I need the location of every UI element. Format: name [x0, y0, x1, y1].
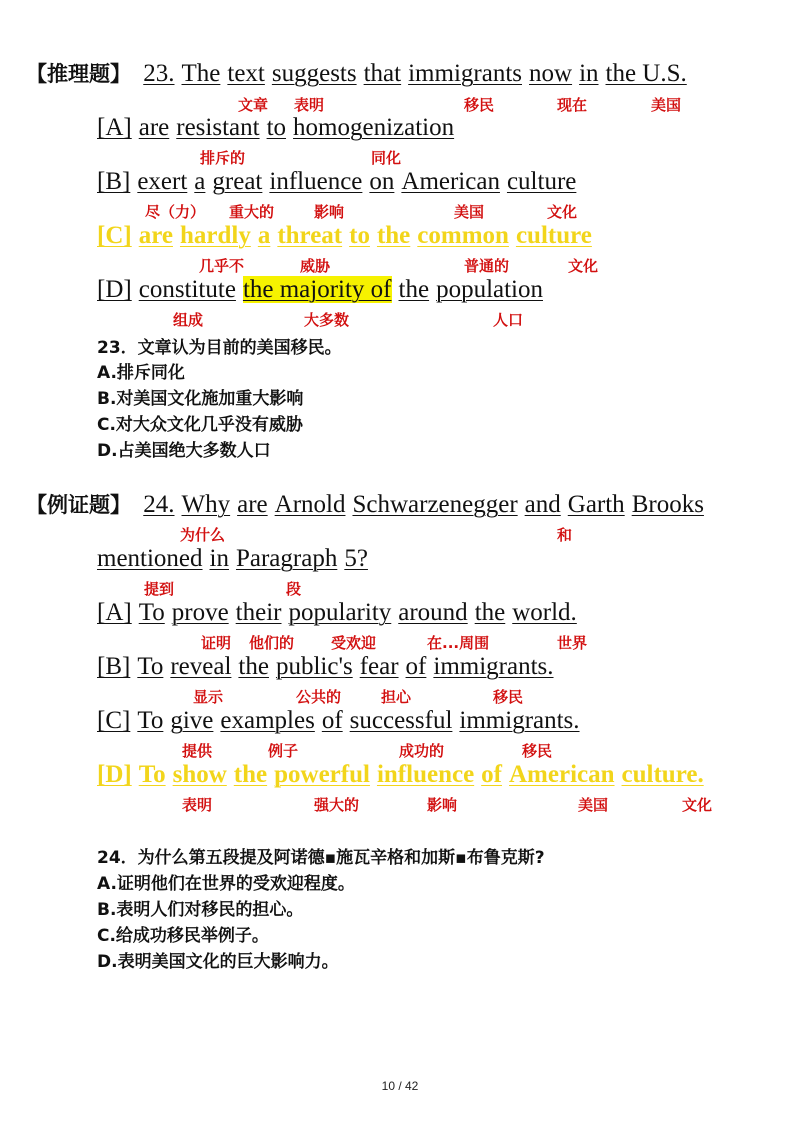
q24-stem-line-2	[97, 544, 375, 574]
option-word: popularity	[288, 599, 392, 626]
annotation: 美国	[454, 203, 485, 221]
annotation: 表明	[294, 96, 325, 114]
option-word: constitute	[138, 276, 236, 303]
q23-number: 23.	[143, 60, 175, 87]
option-word: fear	[359, 653, 399, 680]
stem-word: the U.S.	[605, 60, 687, 87]
annotation: 在...周围	[427, 634, 490, 652]
option-word: a	[257, 222, 271, 249]
option-word: culture	[515, 222, 592, 249]
option-word: their	[235, 599, 282, 626]
q24-option-d-answer	[97, 760, 704, 790]
annotation: 美国	[651, 96, 682, 114]
annotation: 表明	[182, 796, 213, 814]
option-word: common	[417, 222, 509, 249]
option-letter: [C]	[97, 222, 132, 249]
option-word: resistant	[176, 114, 260, 141]
option-word: culture	[506, 168, 577, 195]
option-word: To	[137, 653, 164, 680]
option-word: To	[138, 761, 166, 788]
annotation: 排斥的	[200, 149, 246, 167]
option-word: to	[266, 114, 287, 141]
q23-type-tag: 【推理题】	[26, 62, 131, 86]
q24-translation-b: B.表明人们对移民的担心。	[97, 900, 304, 920]
option-word: world.	[512, 599, 577, 626]
option-word: influence	[376, 761, 475, 788]
option-word: American	[509, 761, 615, 788]
stem-word: Why	[181, 491, 231, 518]
annotation: 强大的	[314, 796, 360, 814]
q24-translation-c: C.给成功移民举例子。	[97, 926, 269, 946]
q23-option-b	[97, 167, 583, 197]
annotation: 普通的	[464, 257, 510, 275]
option-letter: [D]	[97, 276, 132, 303]
annotation: 例子	[268, 742, 299, 760]
option-letter: [A]	[97, 599, 132, 626]
option-word: the	[376, 222, 411, 249]
annotation: 文化	[568, 257, 599, 275]
q24-translation-a: A.证明他们在世界的受欢迎程度。	[97, 874, 355, 894]
option-word: immigrants.	[433, 653, 554, 680]
option-word: around	[398, 599, 468, 626]
annotation: 移民	[493, 688, 524, 706]
annotation: 威胁	[300, 257, 331, 275]
annotation: 文章	[238, 96, 269, 114]
q24-translation-title: 24．为什么第五段提及阿诺德▪施瓦辛格和加斯▪布鲁克斯?	[97, 848, 545, 868]
q24-type-tag: 【例证题】	[26, 493, 131, 517]
q24-stem-line	[26, 490, 711, 520]
option-word: give	[170, 707, 214, 734]
q23-translation-a: A.排斥同化	[97, 363, 185, 383]
option-word: threat	[277, 222, 343, 249]
annotation: 同化	[371, 149, 402, 167]
option-word: To	[138, 599, 165, 626]
option-word: of	[405, 653, 427, 680]
stem-word: Arnold	[274, 491, 346, 518]
q23-translation-b: B.对美国文化施加重大影响	[97, 389, 304, 409]
q23-stem-line	[26, 59, 694, 89]
option-word: immigrants.	[459, 707, 580, 734]
annotation: 组成	[173, 311, 204, 329]
stem-word: now	[529, 60, 573, 87]
option-word: hardly	[179, 222, 251, 249]
option-word: the	[238, 653, 269, 680]
option-letter: [D]	[97, 761, 132, 788]
option-word: of	[321, 707, 343, 734]
q23-translation-c: C.对大众文化几乎没有威胁	[97, 415, 303, 435]
q24-option-c	[97, 706, 587, 736]
option-word: reveal	[170, 653, 232, 680]
option-word: American	[401, 168, 500, 195]
option-word: successful	[349, 707, 453, 734]
stem-word: immigrants	[408, 60, 522, 87]
annotation: 成功的	[399, 742, 445, 760]
annotation: 大多数	[304, 311, 350, 329]
option-word: To	[137, 707, 164, 734]
q23-option-c-answer	[97, 221, 599, 251]
annotation: 他们的	[249, 634, 295, 652]
option-word: powerful	[274, 761, 370, 788]
option-word: a	[194, 168, 206, 195]
stem-word: mentioned	[97, 545, 203, 572]
stem-word: in	[579, 60, 599, 87]
annotation: 证明	[201, 634, 232, 652]
stem-word: that	[363, 60, 402, 87]
annotation: 为什么	[180, 526, 226, 544]
option-word: of	[481, 761, 502, 788]
annotation: 世界	[557, 634, 588, 652]
annotation: 现在	[557, 96, 588, 114]
annotation: 人口	[493, 311, 524, 329]
annotation: 移民	[522, 742, 553, 760]
q23-option-d	[97, 275, 550, 305]
stem-word: in	[209, 545, 229, 572]
annotation: 提供	[182, 742, 213, 760]
option-letter: [C]	[97, 707, 131, 734]
annotation: 担心	[381, 688, 412, 706]
stem-word: Brooks	[631, 491, 704, 518]
option-word: exert	[137, 168, 188, 195]
stem-word: Garth	[567, 491, 625, 518]
stem-word: and	[524, 491, 561, 518]
annotation: 文化	[547, 203, 578, 221]
stem-word: suggests	[271, 60, 357, 87]
annotation: 提到	[144, 580, 175, 598]
annotation: 受欢迎	[331, 634, 377, 652]
option-word: show	[172, 761, 227, 788]
option-word: the	[233, 761, 268, 788]
annotation: 移民	[464, 96, 495, 114]
q23-option-a	[97, 113, 461, 143]
q24-translation-d: D.表明美国文化的巨大影响力。	[97, 952, 339, 972]
option-word: culture.	[621, 761, 704, 788]
annotation: 影响	[427, 796, 458, 814]
option-word: are	[138, 114, 170, 141]
option-word: public's	[275, 653, 353, 680]
annotation: 影响	[314, 203, 345, 221]
stem-word: Paragraph	[235, 545, 338, 572]
stem-word: The	[181, 60, 221, 87]
highlighted-phrase: the majority of	[242, 276, 392, 303]
q24-option-b	[97, 652, 561, 682]
annotation: 段	[286, 580, 302, 598]
annotation: 尽（力）	[145, 203, 206, 221]
option-word: are	[138, 222, 173, 249]
option-word: the	[398, 276, 430, 303]
option-word: population	[436, 276, 543, 303]
option-letter: [A]	[97, 114, 132, 141]
option-letter: [B]	[97, 653, 131, 680]
annotation: 和	[557, 526, 573, 544]
option-word: examples	[220, 707, 315, 734]
stem-word: Schwarzenegger	[352, 491, 518, 518]
option-word: great	[212, 168, 263, 195]
option-word: on	[369, 168, 395, 195]
q24-number: 24.	[143, 491, 175, 518]
annotation: 美国	[578, 796, 609, 814]
option-word: homogenization	[293, 114, 455, 141]
annotation: 文化	[682, 796, 713, 814]
option-word: the	[474, 599, 506, 626]
option-word: to	[349, 222, 370, 249]
option-letter: [B]	[97, 168, 131, 195]
q23-translation-title: 23．文章认为目前的美国移民。	[97, 338, 342, 358]
annotation: 重大的	[229, 203, 275, 221]
stem-word: are	[237, 491, 268, 518]
q24-option-a	[97, 598, 584, 628]
annotation: 显示	[193, 688, 224, 706]
stem-word: 5?	[344, 545, 368, 572]
q23-translation-d: D.占美国绝大多数人口	[97, 441, 271, 461]
page-number: 10 / 42	[381, 1079, 419, 1093]
annotation: 几乎不	[199, 257, 245, 275]
stem-word: text	[227, 60, 265, 87]
option-word: influence	[269, 168, 363, 195]
annotation: 公共的	[296, 688, 342, 706]
option-word: prove	[171, 599, 229, 626]
